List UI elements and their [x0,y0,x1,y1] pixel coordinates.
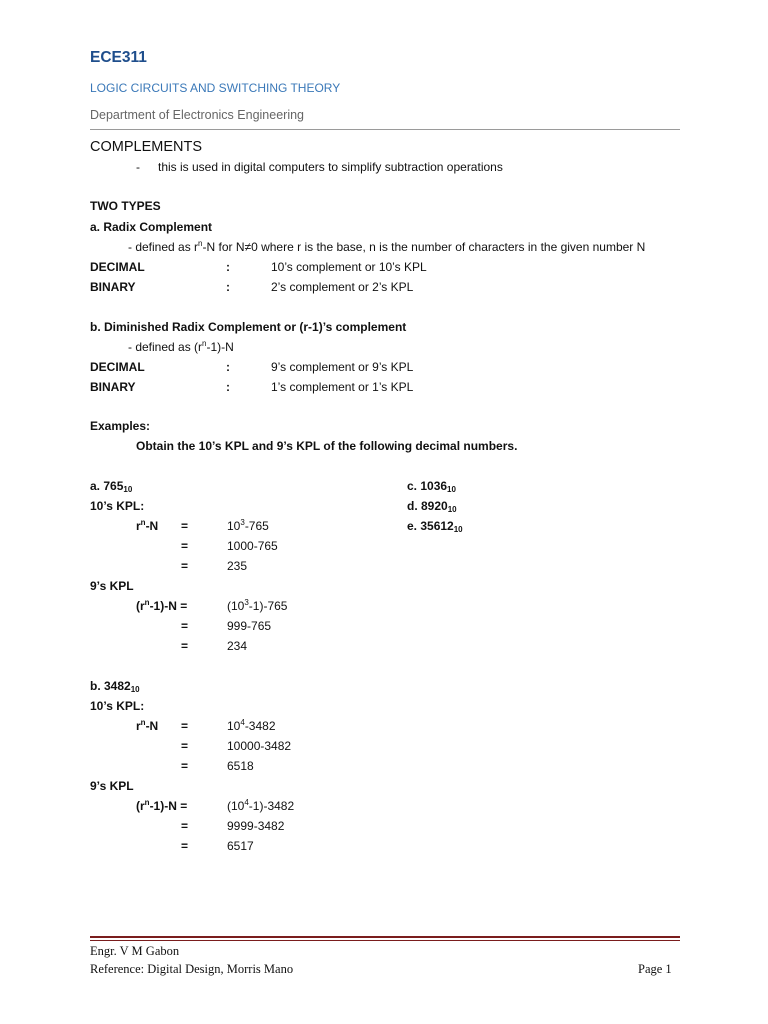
equals-sign: = [181,759,189,773]
nines-kpl-expression: $(r^n-1)-N$ = [136,598,188,613]
calc-step: 6518 [227,759,254,773]
diminished-row-colon: : [226,360,230,374]
radix-row-label: BINARY [90,280,136,294]
nines-kpl-label: 9’s KPL [90,779,134,793]
equals-sign: = [181,739,189,753]
intro-dash: - [136,160,140,174]
example-b-label: b. $3482_{10}$ [90,679,140,694]
calc-step: $(10^3-1)-765$ [227,598,288,613]
radix-row-colon: : [226,260,230,274]
diminished-heading: b. Diminished Radix Complement or (r-1)’s complement [90,320,407,334]
example-item: c. $1036_{10}$ [407,479,456,494]
example-item: e. $35612_{10}$ [407,519,463,534]
example-item: d. $8920_{10}$ [407,499,457,514]
equals-sign: = [181,519,189,533]
examples-heading: Examples: [90,419,151,433]
examples-instruction: Obtain the 10’s KPL and 9’s KPL of the following decimal numbers. [136,439,518,453]
radix-heading: a. Radix Complement [90,220,213,234]
radix-row-value: 10’s complement or 10’s KPL [271,260,427,274]
nines-kpl-label: 9’s KPL [90,579,134,593]
equals-sign: = [181,819,189,833]
radix-row-label: DECIMAL [90,260,145,274]
calc-step: 6517 [227,839,254,853]
course-code: ECE311 [90,49,147,66]
footer-author: Engr. V M Gabon [90,944,180,958]
tens-kpl-expression: $r^n-N$ [136,718,159,733]
course-subject: LOGIC CIRCUITS AND SWITCHING THEORY [90,81,341,95]
two-types-heading: TWO TYPES [90,199,161,213]
calc-step: 235 [227,559,248,573]
calc-step: $10^4-3482$ [227,718,276,733]
diminished-row-value: 9’s complement or 9’s KPL [271,360,414,374]
equals-sign: = [181,619,189,633]
tens-kpl-label: 10’s KPL: [90,699,145,713]
calc-step: $(10^4-1)-3482$ [227,798,295,813]
diminished-row-colon: : [226,380,230,394]
footer-divider-thin [90,940,680,941]
calc-step: 1000-765 [227,539,278,553]
calc-step: 10000-3482 [227,739,292,753]
radix-definition: - defined as $r^n-N$ for N≠0 where r is the base, n is the number of characters in the given number N [128,239,646,254]
radix-row-colon: : [226,280,230,294]
diminished-row-label: BINARY [90,380,136,394]
calc-step: $10^3-765$ [227,518,269,533]
footer-reference: Reference: Digital Design, Morris Mano [90,962,294,976]
calc-step: 9999-3482 [227,819,285,833]
calc-step: 999-765 [227,619,272,633]
equals-sign: = [181,539,189,553]
diminished-definition: - defined as $(r^n-1)-N$ [128,339,234,354]
calc-step: 234 [227,639,248,653]
diminished-row-value: 1’s complement or 1’s KPL [271,380,414,394]
footer-divider-thick [90,936,680,938]
equals-sign: = [181,719,189,733]
example-a-label: a. $765_{10}$ [90,479,133,494]
department-name: Department of Electronics Engineering [90,108,305,122]
section-title: COMPLEMENTS [90,139,202,155]
radix-row-value: 2’s complement or 2’s KPL [271,280,414,294]
tens-kpl-expression: $r^n-N$ [136,518,159,533]
equals-sign: = [181,559,189,573]
diminished-row-label: DECIMAL [90,360,145,374]
equals-sign: = [181,639,189,653]
intro-text: this is used in digital computers to simplify subtraction operations [158,160,503,174]
footer-page-number: Page 1 [638,962,672,976]
header-divider [90,129,680,130]
equals-sign: = [181,839,189,853]
tens-kpl-label: 10’s KPL: [90,499,145,513]
nines-kpl-expression: $(r^n-1)-N$ = [136,798,188,813]
